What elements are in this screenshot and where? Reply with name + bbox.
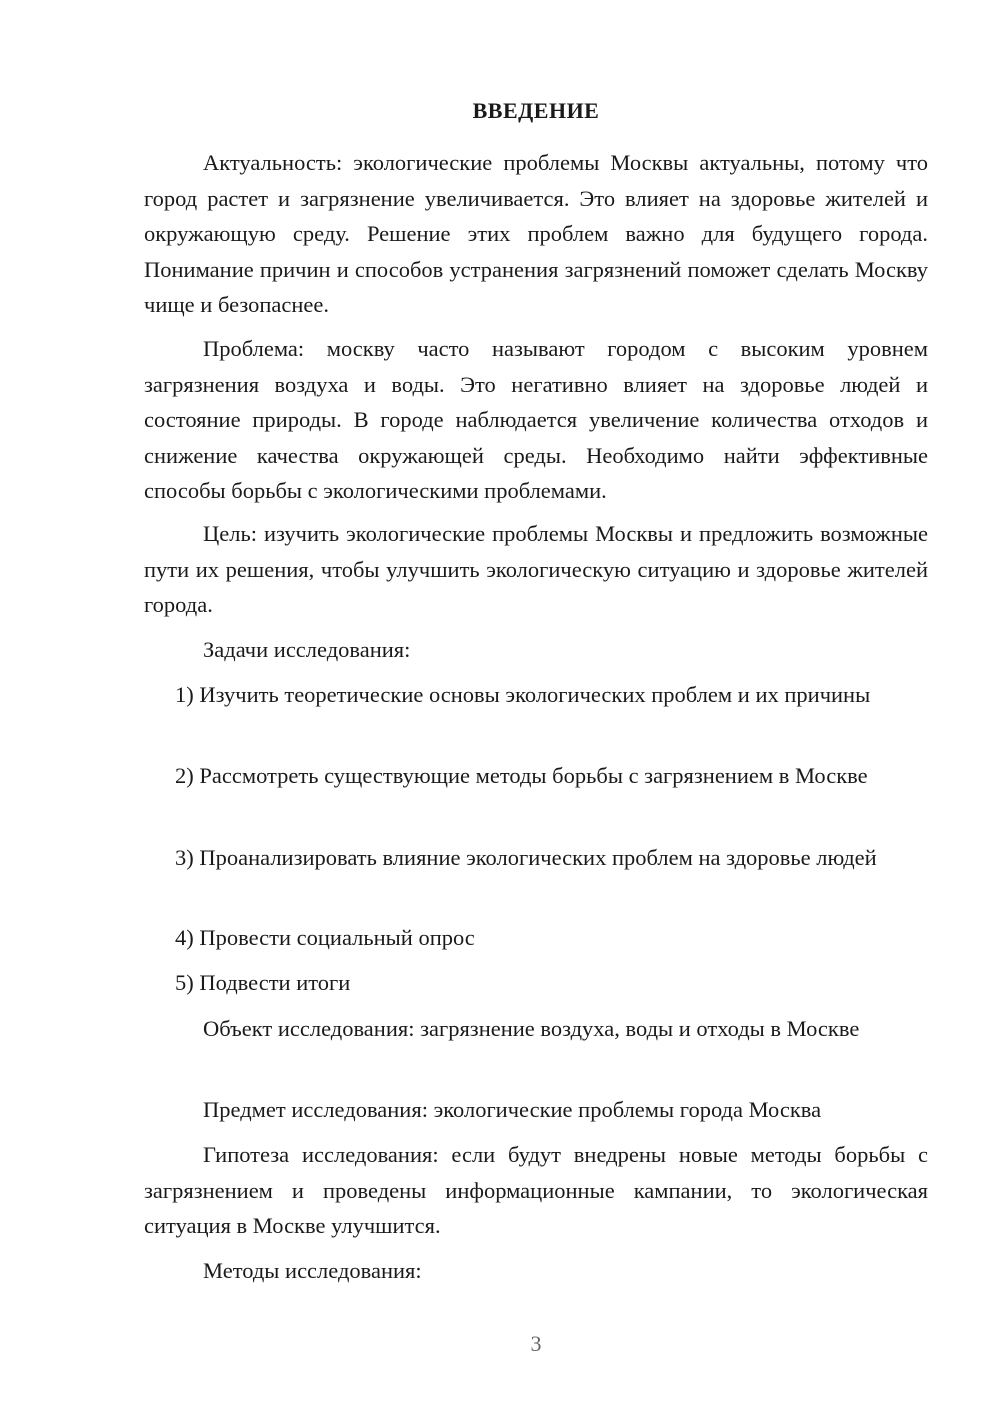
page-title: ВВЕДЕНИЕ — [472, 98, 600, 123]
task-item: 3) Проанализировать влияние экологических проблем на здоровье людей — [175, 845, 877, 870]
tasks-heading: Задачи исследования: — [203, 637, 411, 662]
task-item: 1) Изучить теоретические основы экологических проблем и их причины — [175, 682, 871, 707]
methods-heading: Методы исследования: — [203, 1258, 422, 1283]
object-paragraph: Объект исследования: загрязнение воздуха, воды и отходы в Москве — [203, 1016, 860, 1041]
page-number: 3 — [530, 1331, 542, 1356]
hypothesis-paragraph: Гипотеза исследования: если будут внедрены новые методы борьбы с загрязнением и проведены информационные кампании, то экологическая ситуация в Москве улучшится. — [144, 1142, 928, 1238]
problem-paragraph: Проблема: москву часто называют городом с высоким уровнем загрязнения воздуха и воды. Это негативно влияет на здоровье людей и состояние природы. В городе наблюдается увеличение количества отходов и снижение качества окружающей среды. Необходимо найти эффективные способы борьбы с экологическими проблемами. — [144, 336, 928, 503]
task-item: 5) Подвести итоги — [175, 970, 351, 995]
goal-paragraph: Цель: изучить экологические проблемы Москвы и предложить возможные пути их решения, чтобы улучшить экологическую ситуацию и здоровье жителей города. — [144, 521, 928, 617]
relevance-paragraph: Актуальность: экологические проблемы Москвы актуальны, потому что город растет и загрязнение увеличивается. Это влияет на здоровье жителей и окружающую среду. Решение этих проблем важно для будущего города. Понимание причин и способов устранения загрязнений поможет сделать Москву чище и безопаснее. — [144, 150, 928, 317]
subject-paragraph: Предмет исследования: экологические проблемы города Москва — [203, 1097, 822, 1122]
task-item: 4) Провести социальный опрос — [175, 925, 475, 950]
task-item: 2) Рассмотреть существующие методы борьбы с загрязнением в Москве — [175, 763, 868, 788]
